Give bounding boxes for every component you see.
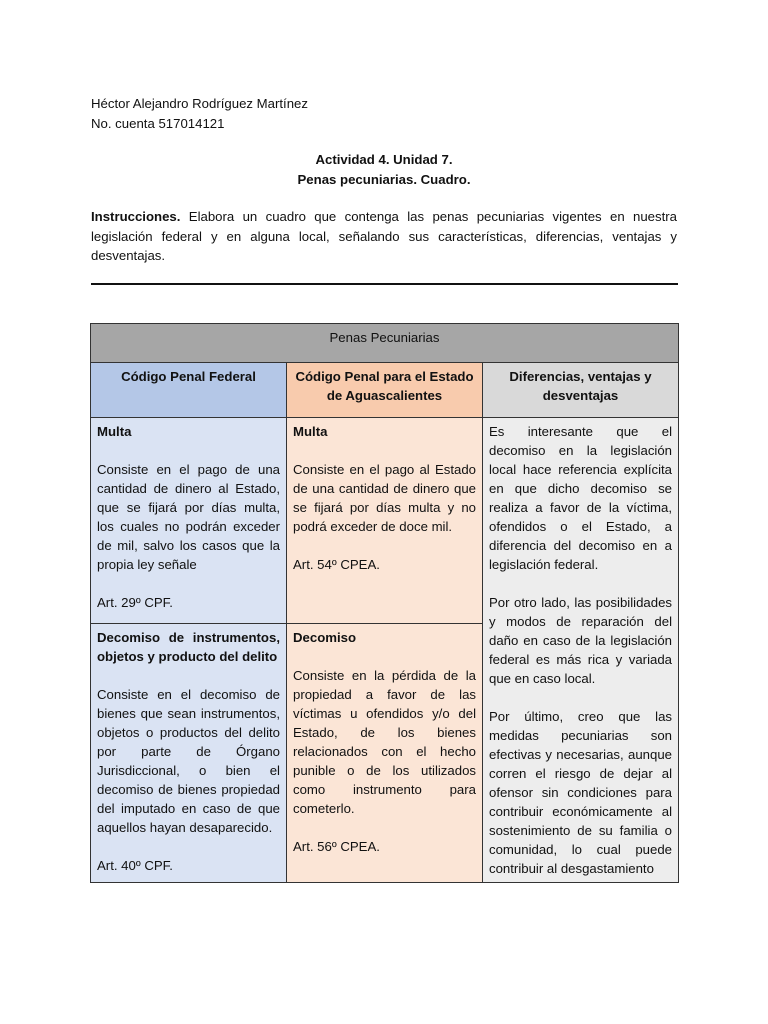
header-differences: Diferencias, ventajas y desventajas xyxy=(483,363,679,418)
author-block xyxy=(91,94,308,134)
instructions-label: Instrucciones. xyxy=(91,209,181,224)
title-activity: Actividad 4. Unidad 7. xyxy=(315,152,453,167)
header-federal-code: Código Penal Federal xyxy=(91,363,287,418)
table-title: Penas Pecuniarias xyxy=(91,324,679,363)
account-number: No. cuenta 517014121 xyxy=(91,116,225,131)
local-decomiso-title: Decomiso xyxy=(293,630,357,645)
cell-federal-multa xyxy=(91,418,287,624)
instructions-text: Elabora un cuadro que contenga las penas pecuniarias vigentes en nuestra legislación federal y en alguna local, señalando sus características, diferencias, ventajas y desventajas. xyxy=(91,209,677,264)
cell-differences xyxy=(483,418,679,883)
penalties-table xyxy=(90,323,679,883)
local-multa-title: Multa xyxy=(293,424,328,439)
federal-decomiso-text: Consiste en el decomiso de bienes que sean instrumentos, objetos o productos del delito por parte de Órgano Jurisdiccional, o bien el decomiso de bienes propiedad del imputado en caso de que aquellos hayan desaparecido. xyxy=(97,687,280,835)
local-multa-text: Consiste en el pago al Estado de una cantidad de dinero que se fijará por días multa y no podrá exceder de doce mil. xyxy=(293,462,476,534)
cell-federal-decomiso xyxy=(91,624,287,883)
horizontal-divider xyxy=(91,283,678,285)
differences-paragraph-3: Por último, creo que las medidas pecuniarias son efectivas y necesarias, aunque corren el riesgo de dejar al ofensor sin condiciones para contribuir económicamente al sostenimiento de su familia o comunidad, lo cual puede contribuir al desgastamiento xyxy=(489,709,673,876)
federal-multa-title: Multa xyxy=(97,424,132,439)
local-decomiso-text: Consiste en la pérdida de la propiedad a favor de las víctimas u ofendidos y/o del Estado, de los bienes relacionados con el hecho punible o de los utilizados como instrumento para cometerlo. xyxy=(293,668,476,816)
author-name: Héctor Alejandro Rodríguez Martínez xyxy=(91,96,308,111)
cell-local-multa xyxy=(287,418,483,624)
instructions-paragraph xyxy=(91,207,677,266)
cell-local-decomiso xyxy=(287,624,483,883)
differences-paragraph-2: Por otro lado, las posibilidades y modos de reparación del daño en caso de la legislación federal es más rica y variada que en caso local. xyxy=(489,595,673,686)
federal-multa-text: Consiste en el pago de una cantidad de dinero al Estado, que se fijará por días multa, los cuales no podrán exceder de mil, salvo los casos que la propia ley señale xyxy=(97,462,280,572)
federal-decomiso-title: Decomiso de instrumentos, objetos y producto del delito xyxy=(97,630,280,664)
header-local-code: Código Penal para el Estado de Aguascalientes xyxy=(287,363,483,418)
differences-paragraph-1: Es interesante que el decomiso en la legislación local hace referencia explícita en que dicho decomiso se realiza a favor de la víctima, ofendidos o el Estado, a diferencia del decomiso en a legislación federal. xyxy=(489,424,673,572)
title-topic: Penas pecuniarias. Cuadro. xyxy=(297,172,471,187)
local-decomiso-article: Art. 56º CPEA. xyxy=(293,839,380,854)
federal-multa-article: Art. 29º CPF. xyxy=(97,595,173,610)
document-title xyxy=(91,150,677,190)
federal-decomiso-article: Art. 40º CPF. xyxy=(97,858,173,873)
local-multa-article: Art. 54º CPEA. xyxy=(293,557,380,572)
